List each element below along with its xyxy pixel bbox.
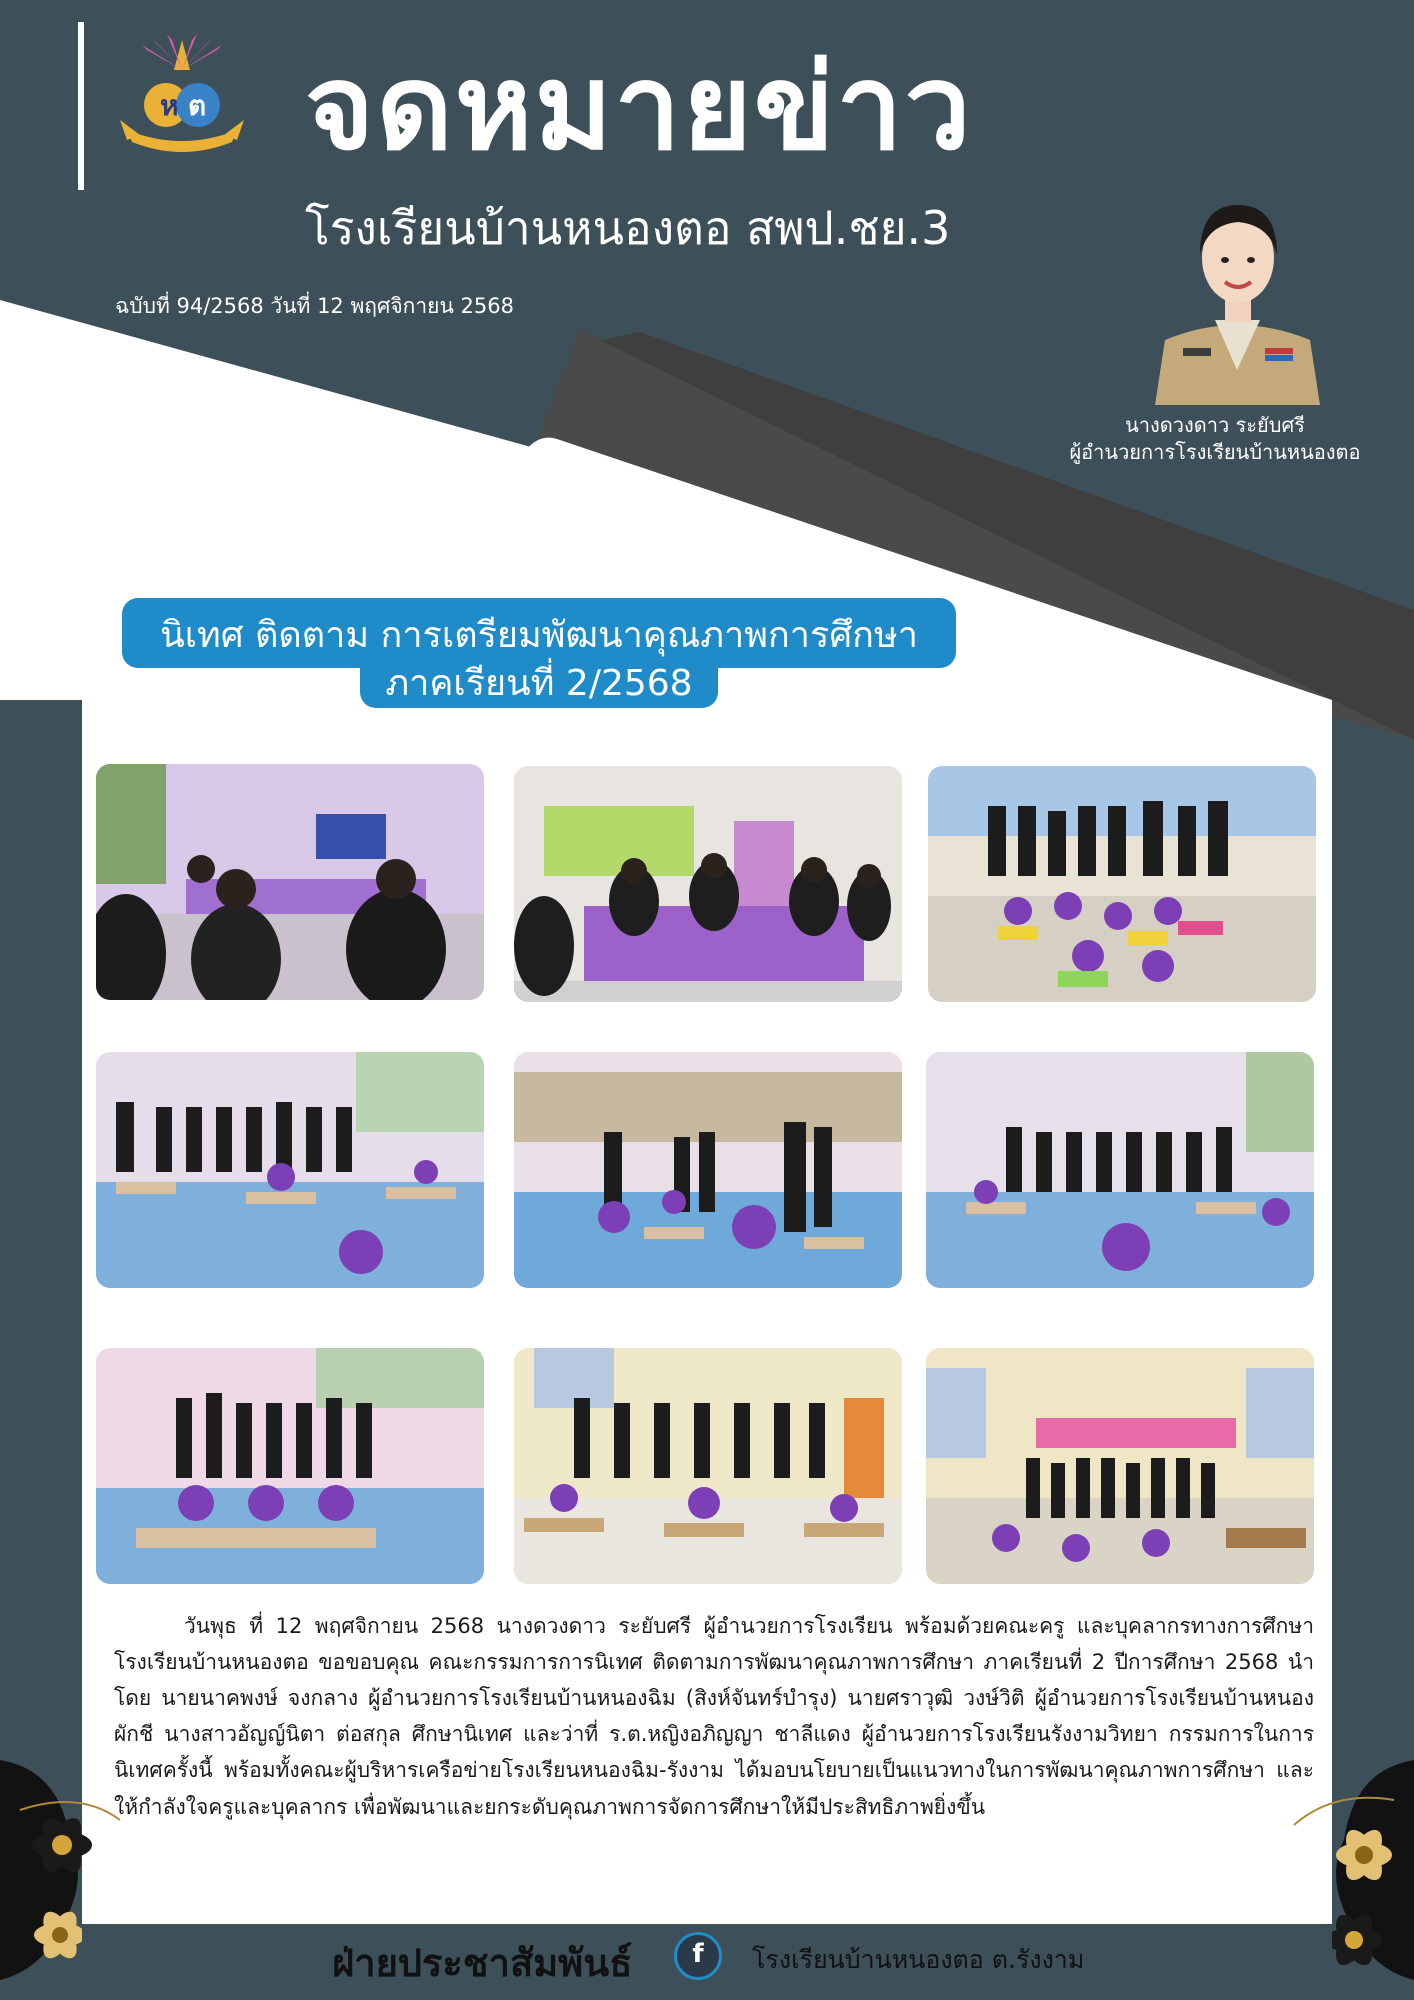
- public-relations-label: ฝ่ายประชาสัมพันธ์: [332, 1941, 633, 1985]
- svg-text:ต: ต: [188, 89, 207, 122]
- activity-photo-1: [96, 764, 484, 1000]
- director-name: นางดวงดาว ระยับศรี: [1125, 413, 1305, 437]
- facebook-icon[interactable]: f: [674, 1932, 722, 1980]
- director-position: ผู้อำนวยการโรงเรียนบ้านหนองตอ: [1069, 440, 1361, 464]
- activity-photo-7: [96, 1348, 484, 1584]
- activity-photo-9: [926, 1348, 1314, 1584]
- activity-photo-3: [928, 766, 1316, 1002]
- svg-text:ห: ห: [160, 89, 179, 122]
- director-caption: [1030, 412, 1400, 466]
- activity-photo-4: [96, 1052, 484, 1288]
- school-emblem-icon: [112, 30, 252, 180]
- director-portrait: [1145, 190, 1330, 405]
- activity-photo-5: [514, 1052, 902, 1288]
- news-body: วันพุธ ที่ 12 พฤศจิกายน 2568 นางดวงดาว ระยับศรี ผู้อำนวยการโรงเรียน พร้อมด้วยคณะครู และบุคลากรทางการศึกษา โรงเรียนบ้านหนองตอ ขอขอบคุณ คณะกรรมการการนิเทศ ติดตามการพัฒนาคุณภาพการศึกษา ภาคเรียนที่ 2 ปีการศึกษา 2568 นำโดย นายนาคพงษ์ จงกลาง ผู้อำนวยการโรงเรียนบ้านหนองฉิม (สิงห์จันทร์บำรุง) นายศราวุฒิ วงษ์วิติ ผู้อำนวยการโรงเรียนบ้านหนองผักชี นางสาวอัญญ์นิตา ต่อสกุล ศึกษานิเทศ และว่าที่ ร.ต.หญิงอภิญญา ชาลีแดง ผู้อำนวยการโรงเรียนรังงามวิทยา กรรมการในการนิเทศครั้งนี้ พร้อมทั้งคณะผู้บริหารเครือข่ายโรงเรียนหนองฉิม-รังงาม ได้มอบนโยบายเป็นแนวทางในการพัฒนาคุณภาพการศึกษา และให้กำลังใจครูและบุคลากร เพื่อพัฒนาและยกระดับคุณภาพการจัดการศึกษาให้มีประสิทธิภาพยิ่งขึ้น: [114, 1614, 1314, 1819]
- footer-bar: [82, 1924, 1332, 2000]
- activity-photo-8: [514, 1348, 902, 1584]
- headline-line-2: ภาคเรียนที่ 2/2568: [385, 663, 693, 704]
- school-name: โรงเรียนบ้านหนองตอ สพป.ชย.3: [305, 201, 951, 255]
- headline-line-1: นิเทศ ติดตาม การเตรียมพัฒนาคุณภาพการศึกษา: [160, 615, 918, 656]
- facebook-page-name[interactable]: โรงเรียนบ้านหนองตอ ต.รังงาม: [752, 1945, 1085, 1974]
- activity-photo-6: [926, 1052, 1314, 1288]
- issue-info: ฉบับที่ 94/2568 วันที่ 12 พฤศจิกายน 2568: [115, 294, 514, 318]
- activity-photo-2: [514, 766, 902, 1002]
- header-divider-line: [78, 22, 84, 190]
- newsletter-title: จดหมายข่าว: [305, 38, 973, 176]
